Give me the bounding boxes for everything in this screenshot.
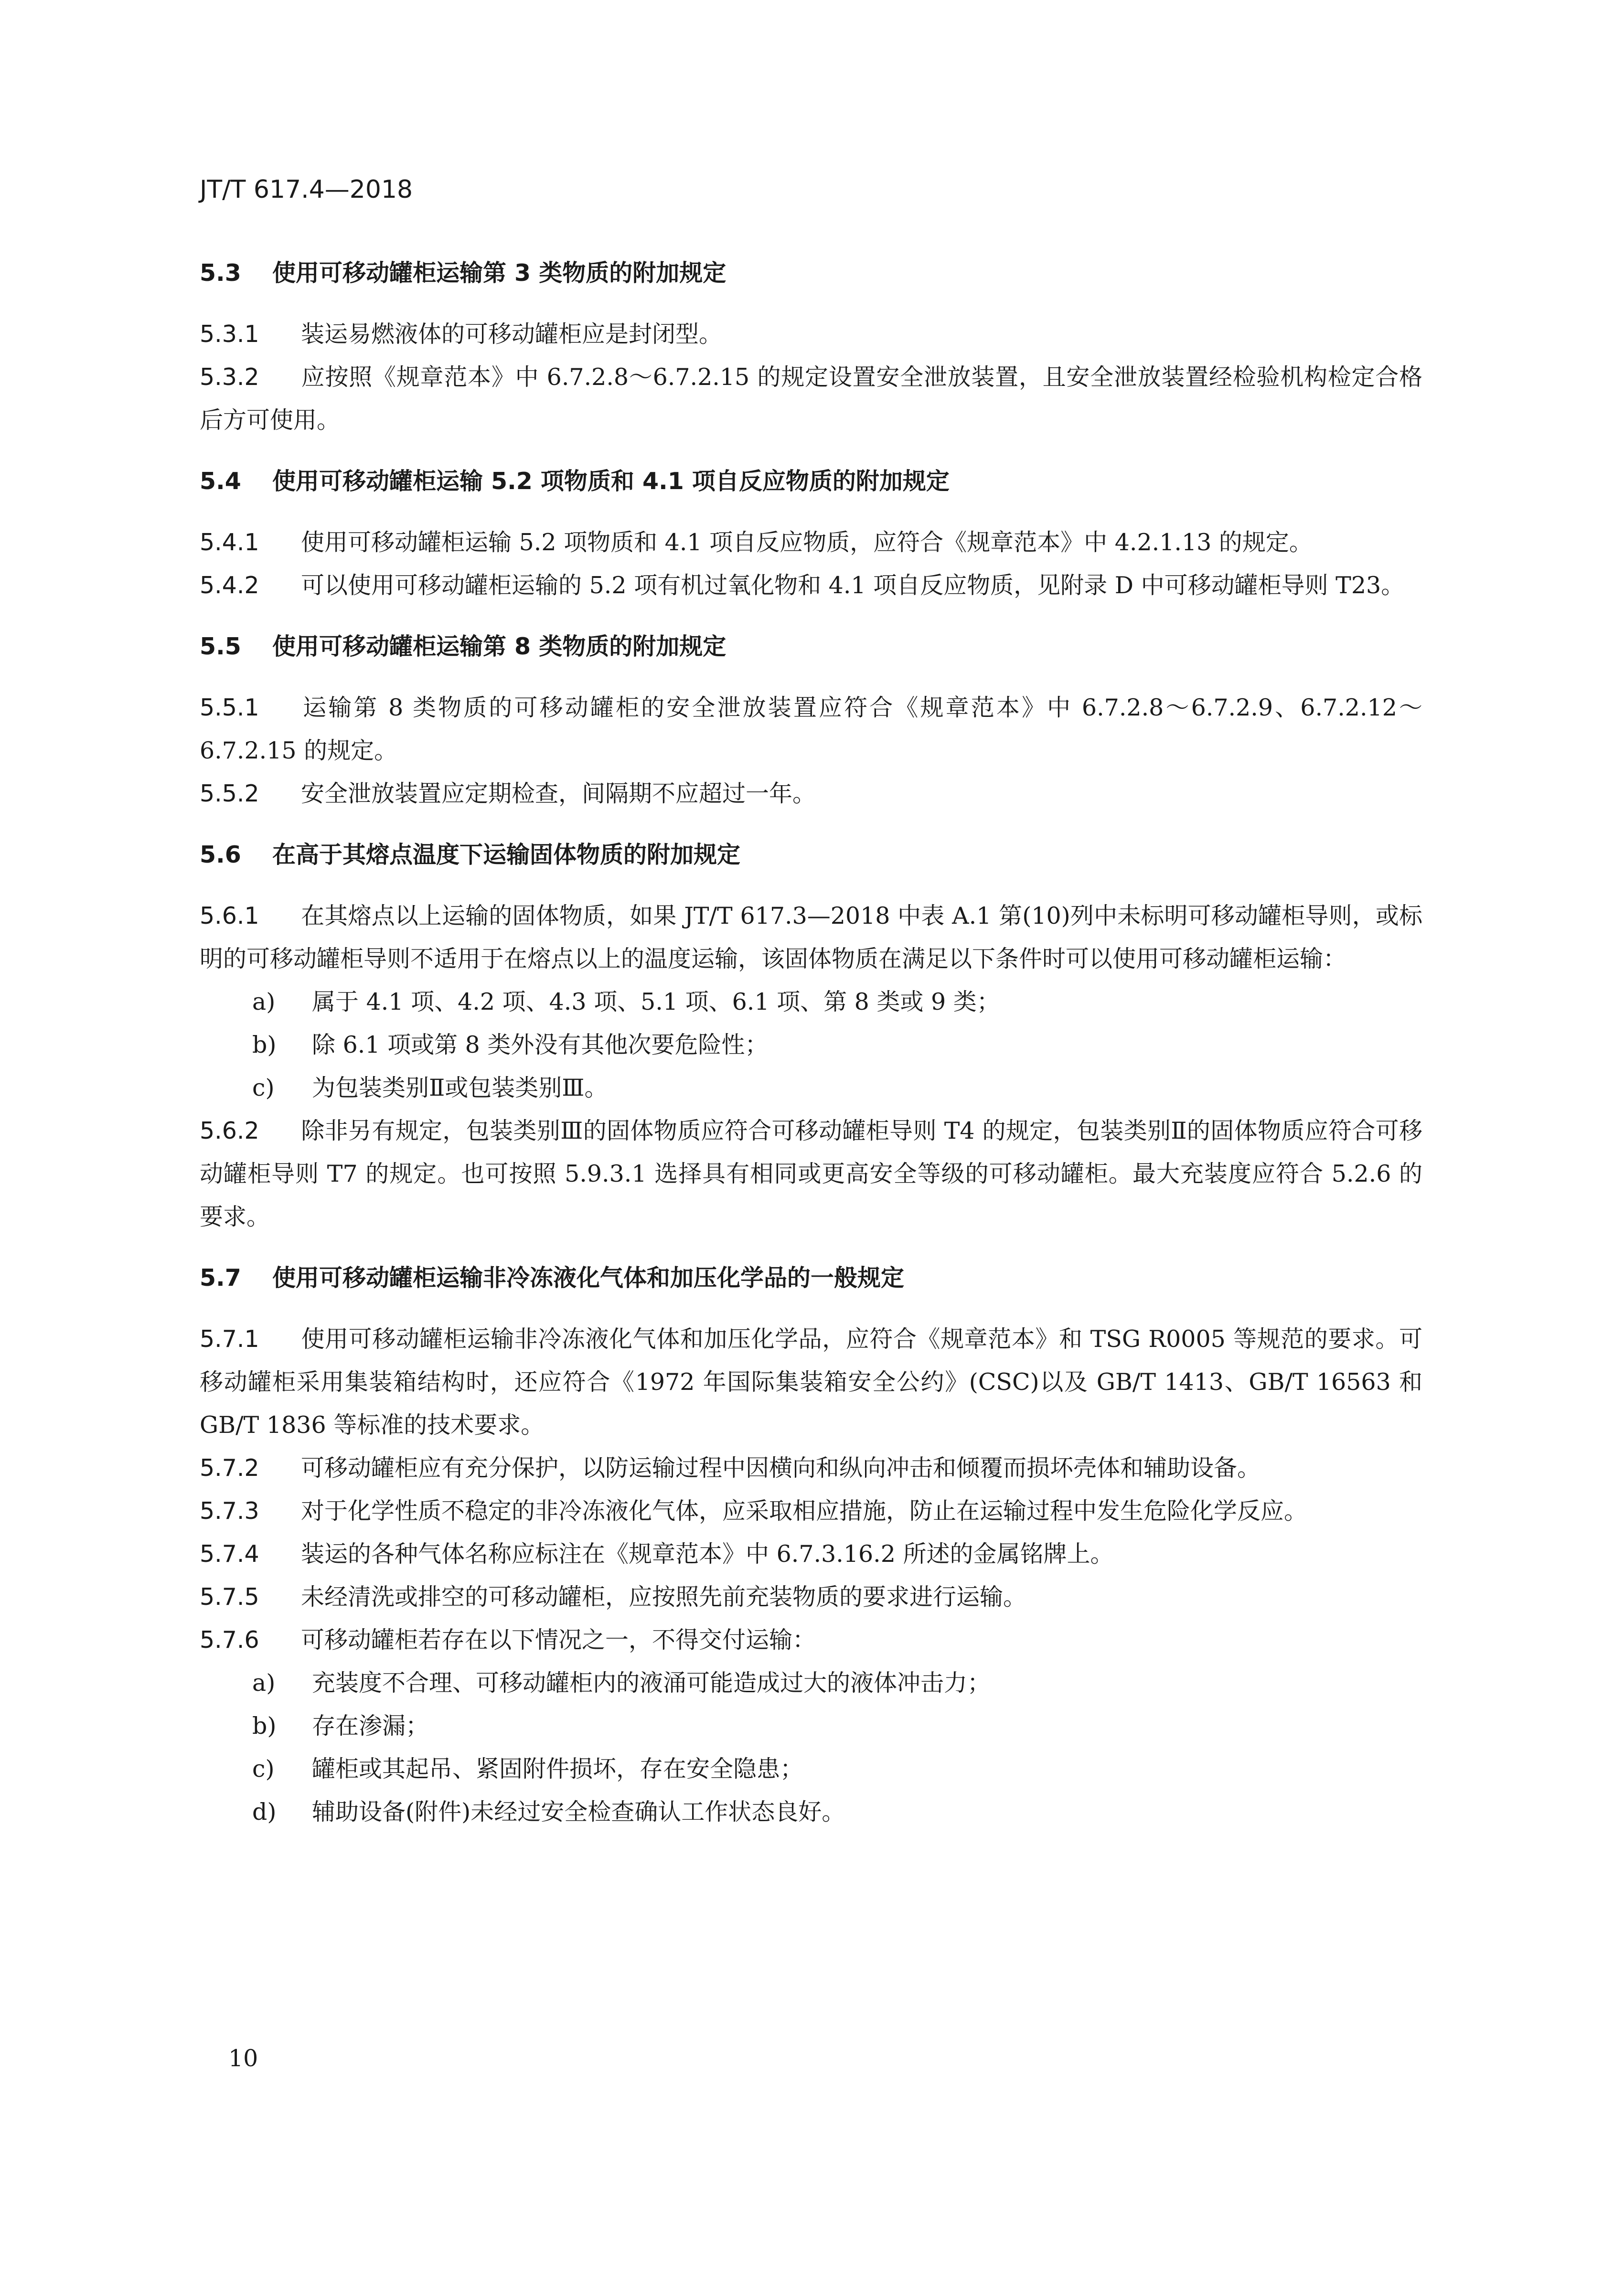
clause-text: 运输第 8 类物质的可移动罐柜的安全泄放装置应符合《规章范本》中 6.7.2.8～6.7.2.9、6.7.2.12～6.7.2.15 的规定。 [200, 694, 1422, 764]
clause-number: 5.4.2 [200, 572, 259, 599]
section-title: 使用可移动罐柜运输 5.2 项物质和 4.1 项自反应物质的附加规定 [272, 468, 950, 495]
clause-text: 使用可移动罐柜运输非冷冻液化气体和加压化学品，应符合《规章范本》和 TSG R0005 等规范的要求。可移动罐柜采用集装箱结构时，还应符合《1972 年国际集装箱安全公约》(CSC)以及 GB/T 1413、GB/T 16563 和 GB/T 1836 等标准的技术要求。 [200, 1325, 1422, 1439]
clause-number: 5.7.1 [200, 1325, 259, 1353]
clause-paragraph [200, 686, 1422, 772]
clause-paragraph [200, 564, 1422, 607]
list-item-marker: c) [252, 1755, 275, 1783]
clause-text: 可移动罐柜应有充分保护，以防运输过程中因横向和纵向冲击和倾覆而损坏壳体和辅助设备。 [301, 1454, 1261, 1482]
section-heading [200, 1257, 1422, 1300]
clause-text: 在其熔点以上运输的固体物质，如果 JT/T 617.3—2018 中表 A.1 第(10)列中未标明可移动罐柜导则，或标明的可移动罐柜导则不适用于在熔点以上的温度运输，该固体物质在满足以下条件时可以使用可移动罐柜运输： [200, 902, 1422, 972]
list-item-marker: a) [252, 988, 276, 1015]
clause-paragraph [200, 1619, 1422, 1662]
document-content [200, 168, 1422, 1834]
clause-paragraph [200, 1110, 1422, 1238]
clause-paragraph [200, 1490, 1422, 1533]
clause-text: 可移动罐柜若存在以下情况之一，不得交付运输： [301, 1626, 816, 1654]
list-item-marker: b) [252, 1712, 277, 1740]
section-heading [200, 252, 1422, 295]
clause-text: 对于化学性质不稳定的非冷冻液化气体，应采取相应措施，防止在运输过程中发生危险化学反应。 [301, 1497, 1308, 1525]
clause-number: 5.7.2 [200, 1454, 259, 1482]
clause-text: 可以使用可移动罐柜运输的 5.2 项有机过氧化物和 4.1 项自反应物质，见附录 D 中可移动罐柜导则 T23。 [301, 572, 1405, 599]
clause-number: 5.3.1 [200, 320, 259, 348]
list-item-text: 存在渗漏； [312, 1712, 429, 1740]
clause-paragraph [200, 1318, 1422, 1447]
clause-paragraph [200, 895, 1422, 981]
clause-paragraph [200, 356, 1422, 442]
clause-number: 5.6.1 [200, 902, 259, 929]
clause-paragraph [200, 1576, 1422, 1619]
page-number: 10 [228, 2045, 258, 2072]
clause-number: 5.7.4 [200, 1540, 259, 1568]
standard-identifier: JT/T 617.4—2018 [200, 175, 413, 204]
clause-text: 装运的各种气体名称应标注在《规章范本》中 6.7.3.16.2 所述的金属铭牌上。 [301, 1540, 1114, 1568]
list-item-text: 属于 4.1 项、4.2 项、4.3 项、5.1 项、6.1 项、第 8 类或 9 类； [312, 988, 1000, 1015]
section-heading [200, 460, 1422, 503]
clause-text: 使用可移动罐柜运输 5.2 项物质和 4.1 项自反应物质，应符合《规章范本》中 4.2.1.13 的规定。 [301, 529, 1313, 556]
clause-text: 安全泄放装置应定期检查，间隔期不应超过一年。 [301, 780, 816, 807]
clause-paragraph [200, 1447, 1422, 1490]
list-item-text: 罐柜或其起吊、紧固附件损坏，存在安全隐患； [312, 1755, 804, 1783]
list-item-text: 除 6.1 项或第 8 类外没有其他次要危险性； [312, 1031, 769, 1058]
clause-number: 5.7.5 [200, 1583, 259, 1611]
clause-number: 5.5.1 [200, 694, 259, 721]
section-number: 5.7 [200, 1264, 241, 1292]
clause-number: 5.4.1 [200, 529, 259, 556]
section-title: 使用可移动罐柜运输第 8 类物质的附加规定 [272, 633, 727, 660]
clause-paragraph [200, 772, 1422, 815]
clause-text: 未经清洗或排空的可移动罐柜，应按照先前充装物质的要求进行运输。 [301, 1583, 1027, 1611]
list-item-text: 充装度不合理、可移动罐柜内的液涌可能造成过大的液体冲击力； [312, 1669, 991, 1697]
section-number: 5.6 [200, 841, 241, 868]
list-item-marker: b) [252, 1031, 277, 1058]
section-number: 5.4 [200, 468, 241, 495]
clause-number: 5.7.3 [200, 1497, 259, 1525]
section-title: 使用可移动罐柜运输非冷冻液化气体和加压化学品的一般规定 [272, 1264, 905, 1292]
list-item-marker: a) [252, 1669, 276, 1697]
clause-number: 5.6.2 [200, 1117, 259, 1144]
list-item [200, 1024, 1422, 1067]
list-item [200, 1748, 1422, 1791]
section-title: 使用可移动罐柜运输第 3 类物质的附加规定 [272, 259, 727, 287]
list-item [200, 1067, 1422, 1110]
list-item [200, 1791, 1422, 1834]
section-title: 在高于其熔点温度下运输固体物质的附加规定 [272, 841, 741, 868]
clause-text: 装运易燃液体的可移动罐柜应是封闭型。 [301, 320, 723, 348]
list-item [200, 1662, 1422, 1705]
clause-paragraph [200, 313, 1422, 356]
list-item [200, 1705, 1422, 1748]
clause-paragraph [200, 521, 1422, 564]
section-heading [200, 625, 1422, 668]
clause-number: 5.3.2 [200, 363, 259, 391]
clause-paragraph [200, 1533, 1422, 1576]
list-item-marker: c) [252, 1074, 275, 1101]
section-heading [200, 833, 1422, 876]
clause-number: 5.5.2 [200, 780, 259, 807]
section-number: 5.3 [200, 259, 241, 287]
section-number: 5.5 [200, 633, 241, 660]
list-item-text: 为包装类别Ⅱ或包装类别Ⅲ。 [312, 1074, 608, 1101]
clause-text: 应按照《规章范本》中 6.7.2.8～6.7.2.15 的规定设置安全泄放装置，且安全泄放装置经检验机构检定合格后方可使用。 [200, 363, 1422, 434]
clause-text: 除非另有规定，包装类别Ⅲ的固体物质应符合可移动罐柜导则 T4 的规定，包装类别Ⅱ的固体物质应符合可移动罐柜导则 T7 的规定。也可按照 5.9.3.1 选择具有相同或更高安全等级的可移动罐柜。最大充装度应符合 5.2.6 的要求。 [200, 1117, 1422, 1230]
list-item [200, 981, 1422, 1024]
clause-number: 5.7.6 [200, 1626, 259, 1654]
list-item-text: 辅助设备(附件)未经过安全检查确认工作状态良好。 [312, 1798, 845, 1826]
list-item-marker: d) [252, 1798, 277, 1826]
